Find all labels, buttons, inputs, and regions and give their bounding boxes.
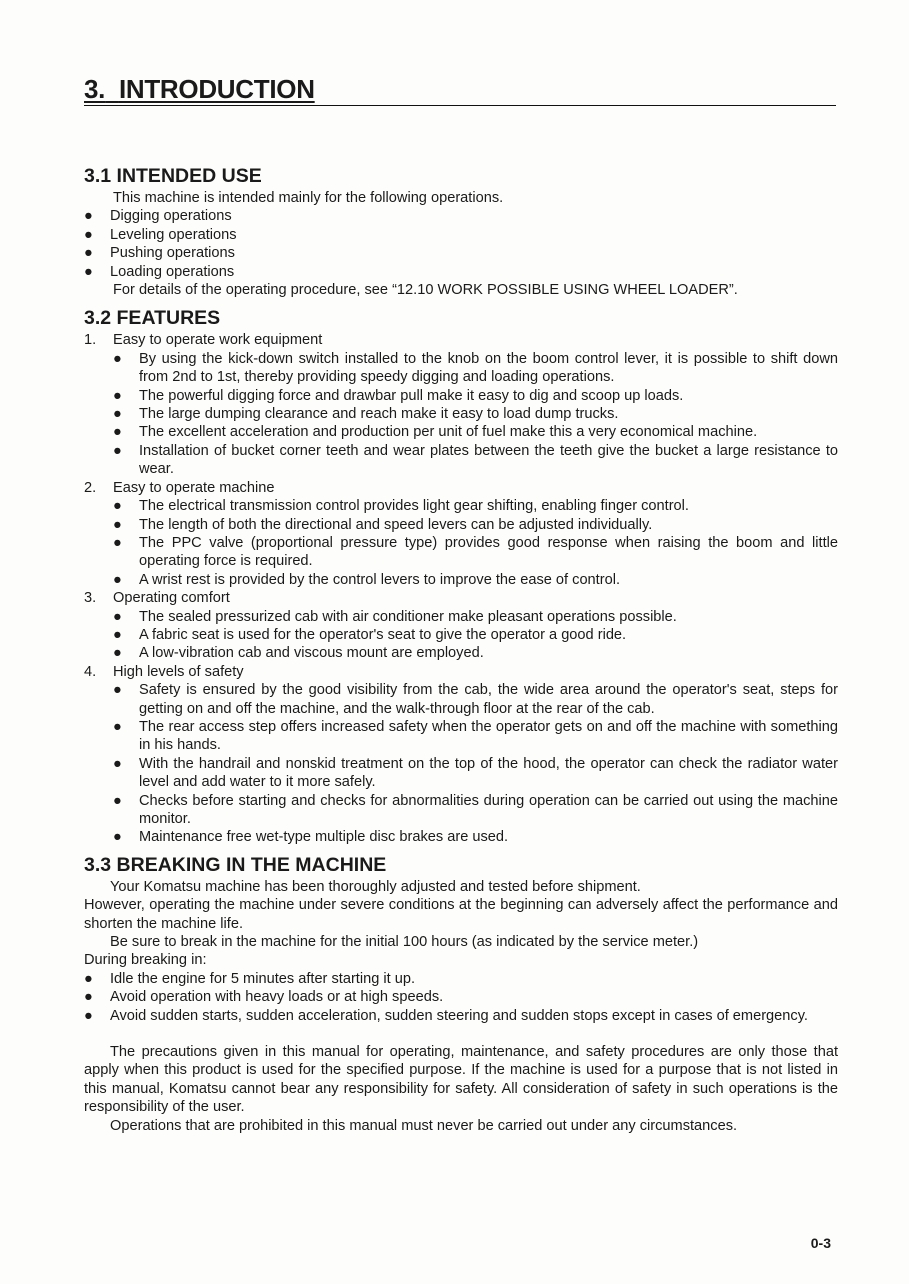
feature-group-title <box>84 331 838 349</box>
feature-title: Easy to operate machine <box>113 479 275 496</box>
bullet-text: Pushing operations <box>110 245 235 262</box>
feature-number: 4. <box>84 663 97 680</box>
feature-title: High levels of safety <box>113 663 244 680</box>
feature-number: 3. <box>84 590 97 607</box>
feature-group <box>84 479 838 589</box>
bullet-text: Loading operations <box>110 263 235 280</box>
chapter-title <box>84 74 836 106</box>
bullet-dot-icon: ● <box>113 571 122 588</box>
bullet-text: A low-vibration cab and viscous mount are employed. <box>139 645 484 662</box>
section-intended-use <box>84 163 838 299</box>
bullet-dot-icon: ● <box>113 755 122 772</box>
feature-number: 1. <box>84 332 97 349</box>
breaking-in-p4: During breaking in: <box>84 952 207 969</box>
bullet-item <box>84 828 838 846</box>
bullet-text: The PPC valve (proportional pressure type) provides good response when raising the boom and little operating force is required. <box>139 534 838 570</box>
bullet-text: Maintenance free wet-type multiple disc brakes are used. <box>139 829 509 846</box>
feature-title: Operating comfort <box>113 590 230 607</box>
bullet-item <box>84 497 838 515</box>
bullet-dot-icon: ● <box>113 608 122 625</box>
breaking-in-p2: However, operating the machine under severe conditions at the beginning can adversely affect the performance and shorten the machine life. <box>84 897 838 932</box>
bullet-text: The powerful digging force and drawbar pull make it easy to dig and scoop up loads. <box>139 387 684 404</box>
breaking-in-p1: Your Komatsu machine has been thoroughly adjusted and tested before shipment. <box>110 878 641 895</box>
bullet-item <box>84 350 838 387</box>
feature-group-title <box>84 663 838 681</box>
bullet-text: The sealed pressurized cab with air conditioner make pleasant operations possible. <box>139 608 677 625</box>
breaking-in-list <box>84 970 838 1025</box>
bullet-item <box>84 988 838 1006</box>
bullet-text: The excellent acceleration and production per unit of fuel make this a very economical machine. <box>139 424 758 441</box>
bullet-text: By using the kick-down switch installed to the knob on the boom control lever, it is possible to shift down from 2nd to 1st, thereby providing speedy digging and loading operations. <box>139 350 838 386</box>
bullet-item <box>84 244 838 262</box>
bullet-dot-icon: ● <box>84 263 93 280</box>
feature-group <box>84 589 838 663</box>
bullet-dot-icon: ● <box>113 626 122 643</box>
bullet-item <box>84 1007 838 1025</box>
bullet-dot-icon: ● <box>113 387 122 404</box>
feature-group-title <box>84 589 838 607</box>
bullet-item <box>84 263 838 281</box>
intended-use-list <box>84 207 838 281</box>
intended-use-intro: This machine is intended mainly for the following operations. <box>113 190 504 206</box>
bullet-item <box>84 516 838 534</box>
bullet-item <box>84 534 838 571</box>
bullet-item <box>84 681 838 718</box>
chapter-number: 3. <box>84 74 106 104</box>
bullet-text: With the handrail and nonskid treatment on the top of the hood, the operator can check the radiator water level and add water to it more safely. <box>139 755 838 791</box>
section-heading-3-2: 3.2 FEATURES <box>84 307 221 330</box>
page-content <box>84 163 838 1135</box>
section-features <box>84 305 838 846</box>
bullet-item <box>84 608 838 626</box>
precautions-paragraph: The precautions given in this manual for operating, maintenance, and safety procedures are only those that apply when this product is used for the specified purpose. If the machine is used for a purpose that is not listed in this manual, Komatsu cannot bear any responsibility for safety. All consideration of safety in such operations is the responsibility of the user. <box>84 1044 838 1116</box>
bullet-text: The large dumping clearance and reach make it easy to load dump trucks. <box>139 406 619 423</box>
page-number: 0-3 <box>810 1235 831 1251</box>
bullet-item <box>84 387 838 405</box>
bullet-item <box>84 207 838 225</box>
bullet-dot-icon: ● <box>84 970 93 987</box>
bullet-text: The electrical transmission control provides light gear shifting, enabling finger control. <box>139 498 689 515</box>
bullet-dot-icon: ● <box>113 406 122 423</box>
bullet-text: The length of both the directional and speed levers can be adjusted individually. <box>139 516 653 533</box>
bullet-item <box>84 226 838 244</box>
feature-group <box>84 331 838 478</box>
bullet-text: Installation of bucket corner teeth and wear plates between the teeth give the bucket a large resistance to wear. <box>139 442 838 478</box>
breaking-in-p3: Be sure to break in the machine for the initial 100 hours (as indicated by the service meter.) <box>110 934 699 951</box>
feature-title: Easy to operate work equipment <box>113 332 323 349</box>
bullet-item <box>84 405 838 423</box>
bullet-text: A fabric seat is used for the operator's seat to give the operator a good ride. <box>139 626 627 643</box>
feature-group-title <box>84 479 838 497</box>
bullet-item <box>84 626 838 644</box>
bullet-text: Digging operations <box>110 208 232 225</box>
bullet-dot-icon: ● <box>113 682 122 699</box>
bullet-text: Leveling operations <box>110 226 237 243</box>
bullet-dot-icon: ● <box>84 226 93 243</box>
bullet-text: Avoid sudden starts, sudden acceleration, sudden steering and sudden stops except in cases of emergency. <box>110 1007 808 1024</box>
bullet-dot-icon: ● <box>113 829 122 846</box>
bullet-dot-icon: ● <box>113 645 122 662</box>
bullet-dot-icon: ● <box>84 245 93 262</box>
bullet-text: Checks before starting and checks for abnormalities during operation can be carried out using the machine monitor. <box>139 792 838 827</box>
bullet-dot-icon: ● <box>84 989 93 1006</box>
bullet-item <box>84 644 838 662</box>
features-list <box>84 331 838 846</box>
bullet-item <box>84 423 838 441</box>
bullet-item <box>84 442 838 479</box>
bullet-item <box>84 571 838 589</box>
bullet-dot-icon: ● <box>113 718 122 735</box>
bullet-item <box>84 755 838 792</box>
bullet-dot-icon: ● <box>113 534 122 551</box>
bullet-text: Avoid operation with heavy loads or at high speeds. <box>110 989 444 1006</box>
bullet-dot-icon: ● <box>113 498 122 515</box>
chapter-name: INTRODUCTION <box>118 74 315 104</box>
bullet-dot-icon: ● <box>84 208 93 225</box>
bullet-text: Idle the engine for 5 minutes after starting it up. <box>110 970 416 987</box>
bullet-dot-icon: ● <box>113 442 122 459</box>
section-heading-3-1: 3.1 INTENDED USE <box>84 165 262 187</box>
bullet-dot-icon: ● <box>113 792 122 809</box>
bullet-text: Safety is ensured by the good visibility from the cab, the wide area around the operator's seat, steps for getting on and off the machine, and the walk-through floor at the rear of the cab. <box>139 682 838 717</box>
prohibited-operations-note: Operations that are prohibited in this manual must never be carried out under any circumstances. <box>110 1117 738 1134</box>
intended-use-detail: For details of the operating procedure, see “12.10 WORK POSSIBLE USING WHEEL LOADER”. <box>113 282 738 299</box>
feature-group <box>84 663 838 847</box>
bullet-text: A wrist rest is provided by the control levers to improve the ease of control. <box>139 571 621 588</box>
bullet-dot-icon: ● <box>113 424 122 441</box>
bullet-text: The rear access step offers increased safety when the operator gets on and off the machine with something in his hands. <box>139 718 838 754</box>
section-heading-3-3: 3.3 BREAKING IN THE MACHINE <box>84 853 387 876</box>
feature-number: 2. <box>84 479 97 496</box>
bullet-item <box>84 792 838 829</box>
section-breaking-in <box>84 852 838 1135</box>
bullet-dot-icon: ● <box>84 1007 93 1024</box>
bullet-item <box>84 718 838 755</box>
bullet-item <box>84 970 838 988</box>
bullet-dot-icon: ● <box>113 516 122 533</box>
bullet-dot-icon: ● <box>113 350 122 367</box>
